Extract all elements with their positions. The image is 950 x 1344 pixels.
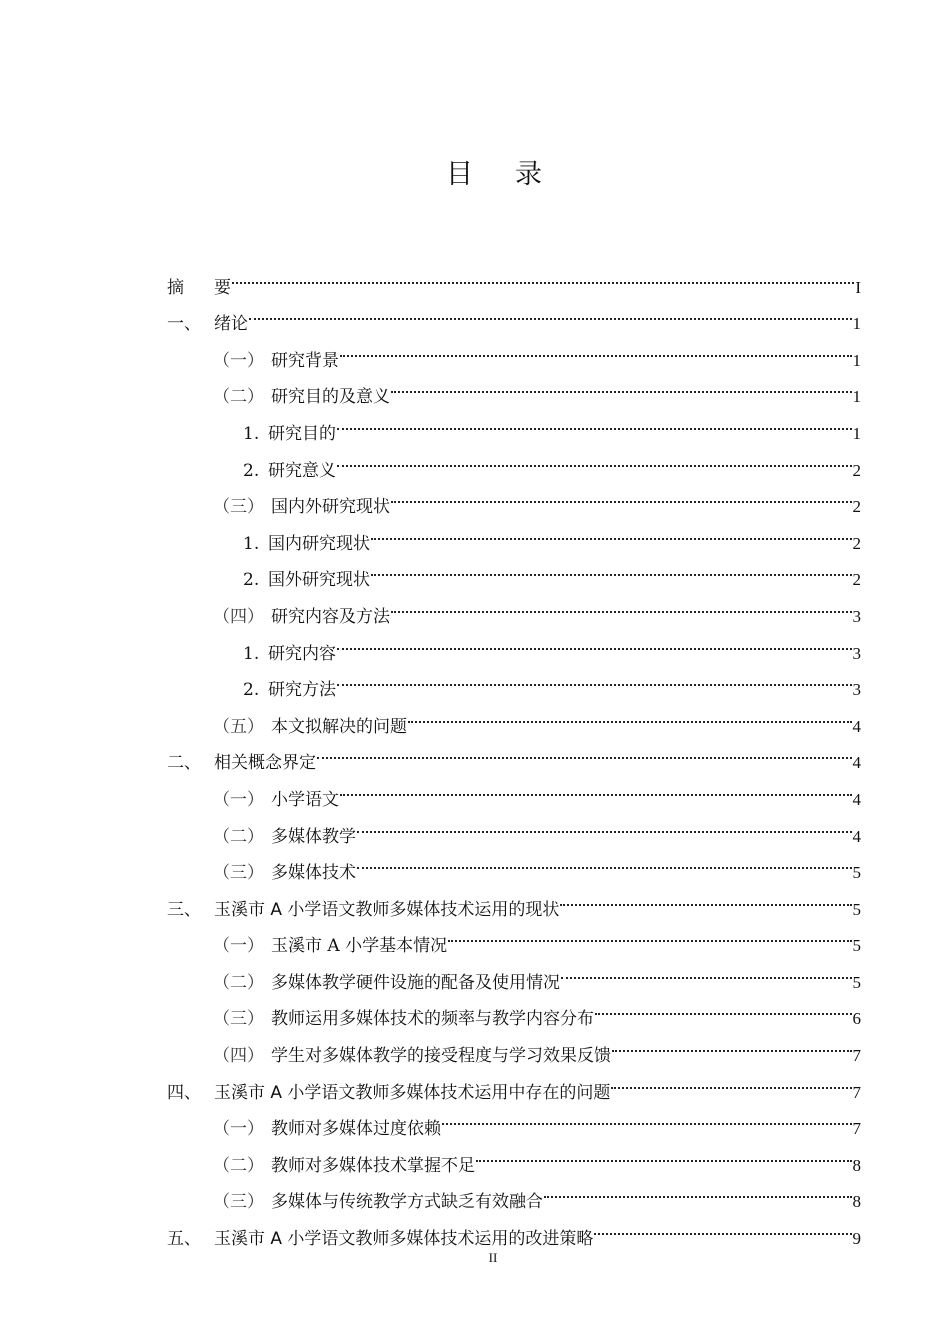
toc-entry-number: （四）: [213, 1046, 264, 1067]
toc-entry-page: 4: [852, 753, 861, 773]
toc-entry-label: 要: [214, 277, 231, 298]
toc-entry-number: （三）: [213, 497, 264, 518]
dot-leader: [448, 915, 851, 952]
toc-entry-page: 5: [852, 863, 861, 883]
toc-entry-label: 相关概念界定: [214, 753, 316, 774]
toc-entry-number: （四）: [213, 606, 264, 627]
toc-entry-label: 绪论: [214, 314, 248, 335]
toc-entry-page: 5: [852, 936, 861, 956]
toc-entry-label: 教师运用多媒体技术的频率与教学内容分布: [271, 1009, 594, 1030]
title-char-1: 目: [446, 159, 475, 190]
toc-entry-number: （三）: [213, 863, 264, 884]
toc-entry-page: 3: [852, 606, 861, 626]
toc-entry-label: 玉溪市 A 小学语文教师多媒体技术运用的改进策略: [214, 1229, 594, 1250]
toc-entry-number: （一）: [213, 1119, 264, 1140]
toc-entry-label: 国外研究现状: [268, 570, 370, 591]
toc-entry-label: 研究目的及意义: [271, 387, 390, 408]
toc-entry-label: 本文拟解决的问题: [271, 716, 407, 737]
toc-entry-page: 3: [852, 643, 861, 663]
toc-entry-page: 2: [852, 460, 861, 480]
toc-entry-page: 7: [852, 1046, 861, 1066]
toc-entry-number: （二）: [213, 387, 264, 408]
toc-entry-page: I: [855, 277, 861, 297]
dot-leader: [337, 622, 852, 659]
toc-entry-page: 8: [852, 1192, 861, 1212]
page-title: [0, 152, 950, 191]
dot-leader: [371, 549, 852, 586]
toc-entry-page: 1: [852, 350, 861, 370]
toc-entry-number: 四、: [167, 1082, 201, 1103]
toc-entry-label: 玉溪市 A 小学语文教师多媒体技术运用的现状: [214, 899, 560, 920]
toc-entry-number: 摘: [167, 277, 184, 298]
toc-entry-page: 6: [852, 1009, 861, 1029]
toc-entry-number: （二）: [213, 972, 264, 993]
dot-leader: [595, 988, 852, 1025]
dot-leader: [408, 695, 852, 732]
dot-leader: [612, 1024, 852, 1061]
toc-entry-label: 研究目的: [268, 423, 336, 444]
toc-entry[interactable]: [167, 293, 861, 335]
dot-leader: [340, 329, 852, 366]
page-footer-number: II: [488, 1250, 498, 1265]
dot-leader: [391, 585, 852, 622]
toc-entry-label: 玉溪市 A 小学语文教师多媒体技术运用中存在的问题: [214, 1082, 611, 1103]
toc-entry-page: 4: [852, 789, 861, 809]
dot-leader: [560, 878, 851, 915]
toc-entry-label: 多媒体与传统教学方式缺乏有效融合: [271, 1192, 543, 1213]
toc-entry-number: 一、: [167, 314, 201, 335]
toc-entry[interactable]: [167, 256, 861, 298]
toc-entry-number: 二、: [167, 753, 201, 774]
dot-leader: [357, 842, 852, 879]
toc-entry-label: 研究背景: [271, 350, 339, 371]
toc-entry[interactable]: [167, 329, 861, 371]
toc-entry-page: 1: [852, 314, 861, 334]
toc-entry-label: 多媒体教学: [271, 826, 356, 847]
toc-entry-label: 多媒体教学硬件设施的配备及使用情况: [271, 972, 560, 993]
dot-leader: [337, 439, 852, 476]
toc-entry-label: 研究方法: [268, 680, 336, 701]
toc-entry-number: 2.: [243, 680, 260, 701]
title-char-2: 录: [515, 159, 544, 190]
dot-leader: [232, 256, 854, 293]
toc-entry-number: 2.: [243, 570, 260, 591]
table-of-contents: [167, 256, 861, 1250]
toc-entry-number: 1.: [243, 423, 260, 444]
toc-entry-number: （三）: [213, 1009, 264, 1030]
toc-entry-page: 4: [852, 716, 861, 736]
dot-leader: [371, 512, 852, 549]
dot-leader: [594, 1207, 851, 1244]
toc-entry-number: （二）: [213, 826, 264, 847]
toc-entry-page: 2: [852, 533, 861, 553]
toc-entry-page: 9: [852, 1229, 861, 1249]
dot-leader: [337, 659, 852, 696]
dot-leader: [544, 1171, 852, 1208]
toc-entry-number: （一）: [213, 350, 264, 371]
dot-leader: [340, 768, 852, 805]
toc-entry-page: 7: [852, 1119, 861, 1139]
toc-entry-number: 三、: [167, 899, 201, 920]
toc-entry-page: 3: [852, 680, 861, 700]
toc-entry-number: （二）: [213, 1155, 264, 1176]
toc-entry-page: 2: [852, 497, 861, 517]
toc-entry-number: （三）: [213, 1192, 264, 1213]
dot-leader: [391, 476, 852, 513]
dot-leader: [611, 1061, 851, 1098]
toc-entry-number: 五、: [167, 1229, 201, 1250]
toc-entry-page: 4: [852, 826, 861, 846]
dot-leader: [317, 732, 852, 769]
toc-entry-number: （一）: [213, 936, 264, 957]
toc-entry-label: 教师对多媒体过度依赖: [271, 1119, 441, 1140]
toc-entry-page: 1: [852, 387, 861, 407]
toc-entry-page: 7: [852, 1082, 861, 1102]
dot-leader: [357, 805, 852, 842]
toc-entry-number: 2.: [243, 460, 260, 481]
dot-leader: [476, 1134, 852, 1171]
toc-entry-page: 5: [852, 899, 861, 919]
toc-entry-label: 国内外研究现状: [271, 497, 390, 518]
dot-leader: [391, 366, 852, 403]
toc-entry-page: 5: [852, 972, 861, 992]
dot-leader: [249, 293, 852, 330]
dot-leader: [561, 951, 852, 988]
toc-entry-label: 研究内容及方法: [271, 606, 390, 627]
toc-entry-label: 教师对多媒体技术掌握不足: [271, 1155, 475, 1176]
toc-entry-label: 多媒体技术: [271, 863, 356, 884]
dot-leader: [442, 1098, 852, 1135]
toc-entry-number: （一）: [213, 789, 264, 810]
toc-entry-label: 玉溪市 A 小学基本情况: [271, 936, 448, 957]
toc-entry-label: 国内研究现状: [268, 533, 370, 554]
dot-leader: [337, 402, 852, 439]
toc-entry-page: 2: [852, 570, 861, 590]
toc-entry-number: 1.: [243, 533, 260, 554]
toc-entry-label: 研究意义: [268, 460, 336, 481]
toc-entry-page: 8: [852, 1155, 861, 1175]
toc-entry-label: 学生对多媒体教学的接受程度与学习效果反馈: [271, 1046, 611, 1067]
toc-entry-page: 1: [852, 423, 861, 443]
toc-entry-number: 1.: [243, 643, 260, 664]
toc-entry-label: 研究内容: [268, 643, 336, 664]
toc-entry-number: （五）: [213, 716, 264, 737]
toc-entry-label: 小学语文: [271, 789, 339, 810]
